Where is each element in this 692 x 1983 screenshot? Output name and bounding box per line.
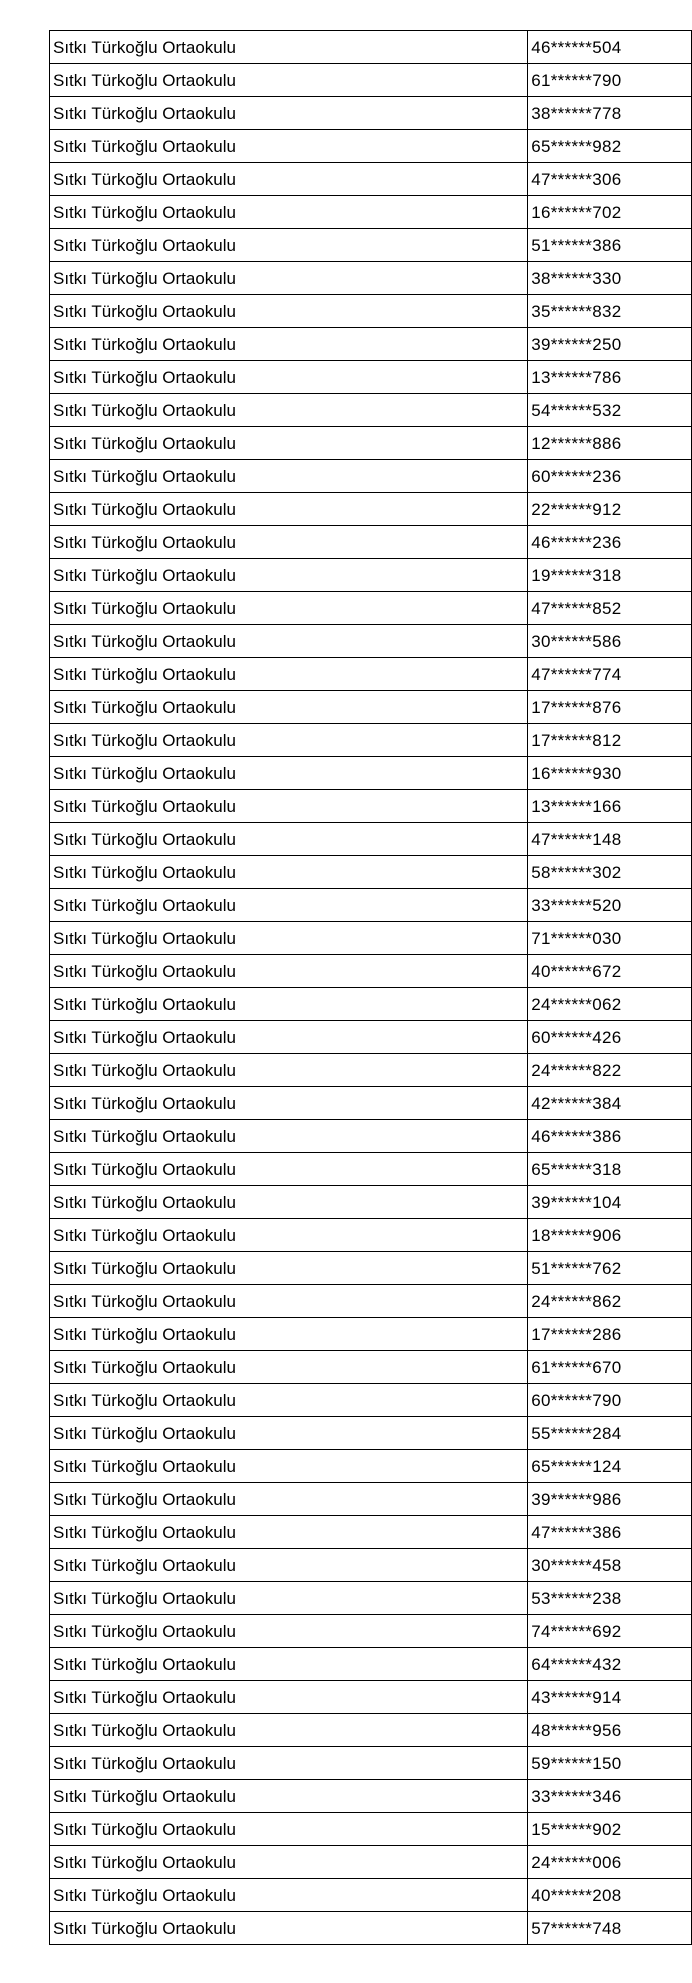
masked-id-cell[interactable]: 65******318 bbox=[528, 1153, 692, 1186]
masked-id-cell[interactable]: 48******956 bbox=[528, 1714, 692, 1747]
school-name-cell[interactable]: Sıtkı Türkoğlu Ortaokulu bbox=[50, 1648, 528, 1681]
school-name-cell[interactable]: Sıtkı Türkoğlu Ortaokulu bbox=[50, 1186, 528, 1219]
masked-id-cell[interactable]: 13******166 bbox=[528, 790, 692, 823]
table-row bbox=[50, 592, 692, 625]
masked-id-cell[interactable]: 60******790 bbox=[528, 1384, 692, 1417]
school-name-cell[interactable]: Sıtkı Türkoğlu Ortaokulu bbox=[50, 1747, 528, 1780]
table-row bbox=[50, 1780, 692, 1813]
masked-id-cell[interactable]: 17******876 bbox=[528, 691, 692, 724]
masked-id-cell[interactable]: 61******670 bbox=[528, 1351, 692, 1384]
masked-id-cell[interactable]: 47******852 bbox=[528, 592, 692, 625]
masked-id-cell[interactable]: 64******432 bbox=[528, 1648, 692, 1681]
table-row bbox=[50, 1549, 692, 1582]
table-row bbox=[50, 1186, 692, 1219]
table-row bbox=[50, 1054, 692, 1087]
school-name-cell[interactable]: Sıtkı Türkoğlu Ortaokulu bbox=[50, 724, 528, 757]
table-row bbox=[50, 31, 692, 64]
table-row bbox=[50, 625, 692, 658]
school-name-cell[interactable]: Sıtkı Türkoğlu Ortaokulu bbox=[50, 394, 528, 427]
table-row bbox=[50, 1846, 692, 1879]
masked-id-cell[interactable]: 60******426 bbox=[528, 1021, 692, 1054]
masked-id-cell[interactable]: 15******902 bbox=[528, 1813, 692, 1846]
masked-id-cell[interactable]: 24******822 bbox=[528, 1054, 692, 1087]
masked-id-cell[interactable]: 18******906 bbox=[528, 1219, 692, 1252]
table-row bbox=[50, 724, 692, 757]
school-name-cell[interactable]: Sıtkı Türkoğlu Ortaokulu bbox=[50, 889, 528, 922]
school-name-cell[interactable]: Sıtkı Türkoğlu Ortaokulu bbox=[50, 1483, 528, 1516]
school-name-cell[interactable]: Sıtkı Türkoğlu Ortaokulu bbox=[50, 97, 528, 130]
masked-id-cell[interactable]: 46******504 bbox=[528, 31, 692, 64]
table-row bbox=[50, 658, 692, 691]
masked-id-cell[interactable]: 54******532 bbox=[528, 394, 692, 427]
table-row bbox=[50, 1450, 692, 1483]
masked-id-cell[interactable]: 71******030 bbox=[528, 922, 692, 955]
masked-id-cell[interactable]: 16******702 bbox=[528, 196, 692, 229]
masked-id-cell[interactable]: 47******774 bbox=[528, 658, 692, 691]
school-name-cell[interactable]: Sıtkı Türkoğlu Ortaokulu bbox=[50, 1681, 528, 1714]
school-name-cell[interactable]: Sıtkı Türkoğlu Ortaokulu bbox=[50, 1285, 528, 1318]
school-name-cell[interactable]: Sıtkı Türkoğlu Ortaokulu bbox=[50, 922, 528, 955]
table-row bbox=[50, 262, 692, 295]
table-row bbox=[50, 757, 692, 790]
school-name-cell[interactable]: Sıtkı Türkoğlu Ortaokulu bbox=[50, 1120, 528, 1153]
table-row bbox=[50, 130, 692, 163]
table-row bbox=[50, 328, 692, 361]
masked-id-cell[interactable]: 39******104 bbox=[528, 1186, 692, 1219]
school-name-cell[interactable]: Sıtkı Türkoğlu Ortaokulu bbox=[50, 955, 528, 988]
school-name-cell[interactable]: Sıtkı Türkoğlu Ortaokulu bbox=[50, 658, 528, 691]
school-name-cell[interactable]: Sıtkı Türkoğlu Ortaokulu bbox=[50, 1879, 528, 1912]
school-name-cell[interactable]: Sıtkı Türkoğlu Ortaokulu bbox=[50, 559, 528, 592]
masked-id-cell[interactable]: 47******306 bbox=[528, 163, 692, 196]
school-name-cell[interactable]: Sıtkı Türkoğlu Ortaokulu bbox=[50, 1846, 528, 1879]
masked-id-cell[interactable]: 16******930 bbox=[528, 757, 692, 790]
masked-id-cell[interactable]: 43******914 bbox=[528, 1681, 692, 1714]
table-row bbox=[50, 1582, 692, 1615]
table-row bbox=[50, 1681, 692, 1714]
masked-id-cell[interactable]: 30******458 bbox=[528, 1549, 692, 1582]
table-row bbox=[50, 856, 692, 889]
school-name-cell[interactable]: Sıtkı Türkoğlu Ortaokulu bbox=[50, 1021, 528, 1054]
masked-id-cell[interactable]: 30******586 bbox=[528, 625, 692, 658]
masked-id-cell[interactable]: 33******346 bbox=[528, 1780, 692, 1813]
table-row bbox=[50, 790, 692, 823]
masked-id-cell[interactable]: 51******762 bbox=[528, 1252, 692, 1285]
table-row bbox=[50, 394, 692, 427]
school-name-cell[interactable]: Sıtkı Türkoğlu Ortaokulu bbox=[50, 1384, 528, 1417]
table-row bbox=[50, 955, 692, 988]
table-row bbox=[50, 163, 692, 196]
school-name-cell[interactable]: Sıtkı Türkoğlu Ortaokulu bbox=[50, 1516, 528, 1549]
table-body bbox=[50, 31, 692, 1945]
masked-id-cell[interactable]: 38******778 bbox=[528, 97, 692, 130]
masked-id-cell[interactable]: 35******832 bbox=[528, 295, 692, 328]
school-name-cell[interactable]: Sıtkı Türkoğlu Ortaokulu bbox=[50, 427, 528, 460]
school-name-cell[interactable]: Sıtkı Türkoğlu Ortaokulu bbox=[50, 790, 528, 823]
school-name-cell[interactable]: Sıtkı Türkoğlu Ortaokulu bbox=[50, 1252, 528, 1285]
table-row bbox=[50, 889, 692, 922]
masked-id-cell[interactable]: 40******208 bbox=[528, 1879, 692, 1912]
school-name-cell[interactable]: Sıtkı Türkoğlu Ortaokulu bbox=[50, 460, 528, 493]
school-name-cell[interactable]: Sıtkı Türkoğlu Ortaokulu bbox=[50, 1153, 528, 1186]
table-row bbox=[50, 460, 692, 493]
table-row bbox=[50, 1813, 692, 1846]
masked-id-cell[interactable]: 47******148 bbox=[528, 823, 692, 856]
masked-id-cell[interactable]: 65******124 bbox=[528, 1450, 692, 1483]
school-name-cell[interactable]: Sıtkı Türkoğlu Ortaokulu bbox=[50, 31, 528, 64]
school-name-cell[interactable]: Sıtkı Türkoğlu Ortaokulu bbox=[50, 1615, 528, 1648]
school-name-cell[interactable]: Sıtkı Türkoğlu Ortaokulu bbox=[50, 1219, 528, 1252]
school-name-cell[interactable]: Sıtkı Türkoğlu Ortaokulu bbox=[50, 1087, 528, 1120]
school-name-cell[interactable]: Sıtkı Türkoğlu Ortaokulu bbox=[50, 757, 528, 790]
school-name-cell[interactable]: Sıtkı Türkoğlu Ortaokulu bbox=[50, 262, 528, 295]
school-name-cell[interactable]: Sıtkı Türkoğlu Ortaokulu bbox=[50, 1318, 528, 1351]
school-name-cell[interactable]: Sıtkı Türkoğlu Ortaokulu bbox=[50, 691, 528, 724]
school-name-cell[interactable]: Sıtkı Türkoğlu Ortaokulu bbox=[50, 64, 528, 97]
masked-id-cell[interactable]: 61******790 bbox=[528, 64, 692, 97]
table-row bbox=[50, 1120, 692, 1153]
school-name-cell[interactable]: Sıtkı Türkoğlu Ortaokulu bbox=[50, 130, 528, 163]
school-name-cell[interactable]: Sıtkı Türkoğlu Ortaokulu bbox=[50, 1549, 528, 1582]
masked-id-cell[interactable]: 65******982 bbox=[528, 130, 692, 163]
school-name-cell[interactable]: Sıtkı Türkoğlu Ortaokulu bbox=[50, 361, 528, 394]
masked-id-cell[interactable]: 12******886 bbox=[528, 427, 692, 460]
table-row bbox=[50, 823, 692, 856]
school-name-cell[interactable]: Sıtkı Türkoğlu Ortaokulu bbox=[50, 1714, 528, 1747]
table-row bbox=[50, 229, 692, 262]
table-row bbox=[50, 1483, 692, 1516]
masked-id-cell[interactable]: 19******318 bbox=[528, 559, 692, 592]
school-name-cell[interactable]: Sıtkı Türkoğlu Ortaokulu bbox=[50, 1450, 528, 1483]
school-name-cell[interactable]: Sıtkı Türkoğlu Ortaokulu bbox=[50, 592, 528, 625]
table-row bbox=[50, 493, 692, 526]
masked-id-cell[interactable]: 17******286 bbox=[528, 1318, 692, 1351]
table-row bbox=[50, 1285, 692, 1318]
table-row bbox=[50, 1021, 692, 1054]
school-name-cell[interactable]: Sıtkı Türkoğlu Ortaokulu bbox=[50, 1912, 528, 1945]
masked-id-cell[interactable]: 57******748 bbox=[528, 1912, 692, 1945]
masked-id-cell[interactable]: 40******672 bbox=[528, 955, 692, 988]
school-name-cell[interactable]: Sıtkı Türkoğlu Ortaokulu bbox=[50, 229, 528, 262]
masked-id-cell[interactable]: 55******284 bbox=[528, 1417, 692, 1450]
school-name-cell[interactable]: Sıtkı Türkoğlu Ortaokulu bbox=[50, 328, 528, 361]
masked-id-cell[interactable]: 60******236 bbox=[528, 460, 692, 493]
school-name-cell[interactable]: Sıtkı Türkoğlu Ortaokulu bbox=[50, 1780, 528, 1813]
masked-id-cell[interactable]: 39******986 bbox=[528, 1483, 692, 1516]
masked-id-cell[interactable]: 51******386 bbox=[528, 229, 692, 262]
table-row bbox=[50, 1417, 692, 1450]
table-row bbox=[50, 1648, 692, 1681]
table-row bbox=[50, 361, 692, 394]
table-row bbox=[50, 922, 692, 955]
school-name-cell[interactable]: Sıtkı Türkoğlu Ortaokulu bbox=[50, 1582, 528, 1615]
table-row bbox=[50, 427, 692, 460]
table-row bbox=[50, 1219, 692, 1252]
table-row bbox=[50, 988, 692, 1021]
table-row bbox=[50, 1153, 692, 1186]
school-name-cell[interactable]: Sıtkı Türkoğlu Ortaokulu bbox=[50, 1813, 528, 1846]
masked-id-cell[interactable]: 17******812 bbox=[528, 724, 692, 757]
school-name-cell[interactable]: Sıtkı Türkoğlu Ortaokulu bbox=[50, 1351, 528, 1384]
table-row bbox=[50, 1714, 692, 1747]
table-row bbox=[50, 1747, 692, 1780]
school-name-cell[interactable]: Sıtkı Türkoğlu Ortaokulu bbox=[50, 1054, 528, 1087]
masked-id-cell[interactable]: 24******862 bbox=[528, 1285, 692, 1318]
school-name-cell[interactable]: Sıtkı Türkoğlu Ortaokulu bbox=[50, 823, 528, 856]
school-name-cell[interactable]: Sıtkı Türkoğlu Ortaokulu bbox=[50, 988, 528, 1021]
table-row bbox=[50, 1615, 692, 1648]
table-row bbox=[50, 1384, 692, 1417]
masked-id-cell[interactable]: 24******006 bbox=[528, 1846, 692, 1879]
table-row bbox=[50, 97, 692, 130]
masked-id-cell[interactable]: 42******384 bbox=[528, 1087, 692, 1120]
school-name-cell[interactable]: Sıtkı Türkoğlu Ortaokulu bbox=[50, 295, 528, 328]
school-name-cell[interactable]: Sıtkı Türkoğlu Ortaokulu bbox=[50, 163, 528, 196]
table-row bbox=[50, 1087, 692, 1120]
school-name-cell[interactable]: Sıtkı Türkoğlu Ortaokulu bbox=[50, 526, 528, 559]
masked-id-cell[interactable]: 47******386 bbox=[528, 1516, 692, 1549]
table-row bbox=[50, 526, 692, 559]
school-name-cell[interactable]: Sıtkı Türkoğlu Ortaokulu bbox=[50, 493, 528, 526]
table-row bbox=[50, 1351, 692, 1384]
masked-id-cell[interactable]: 74******692 bbox=[528, 1615, 692, 1648]
table-row bbox=[50, 1912, 692, 1945]
table-row bbox=[50, 1318, 692, 1351]
school-name-cell[interactable]: Sıtkı Türkoğlu Ortaokulu bbox=[50, 856, 528, 889]
table-row bbox=[50, 559, 692, 592]
masked-id-cell[interactable]: 39******250 bbox=[528, 328, 692, 361]
masked-id-cell[interactable]: 22******912 bbox=[528, 493, 692, 526]
school-id-table bbox=[49, 30, 692, 1945]
school-name-cell[interactable]: Sıtkı Türkoğlu Ortaokulu bbox=[50, 1417, 528, 1450]
school-name-cell[interactable]: Sıtkı Türkoğlu Ortaokulu bbox=[50, 196, 528, 229]
school-name-cell[interactable]: Sıtkı Türkoğlu Ortaokulu bbox=[50, 625, 528, 658]
masked-id-cell[interactable]: 46******236 bbox=[528, 526, 692, 559]
table-row bbox=[50, 1252, 692, 1285]
masked-id-cell[interactable]: 13******786 bbox=[528, 361, 692, 394]
masked-id-cell[interactable]: 59******150 bbox=[528, 1747, 692, 1780]
masked-id-cell[interactable]: 58******302 bbox=[528, 856, 692, 889]
table-row bbox=[50, 64, 692, 97]
table-row bbox=[50, 196, 692, 229]
table-row bbox=[50, 691, 692, 724]
masked-id-cell[interactable]: 46******386 bbox=[528, 1120, 692, 1153]
table-row bbox=[50, 1516, 692, 1549]
masked-id-cell[interactable]: 33******520 bbox=[528, 889, 692, 922]
table-row bbox=[50, 295, 692, 328]
masked-id-cell[interactable]: 24******062 bbox=[528, 988, 692, 1021]
masked-id-cell[interactable]: 38******330 bbox=[528, 262, 692, 295]
table-row bbox=[50, 1879, 692, 1912]
masked-id-cell[interactable]: 53******238 bbox=[528, 1582, 692, 1615]
